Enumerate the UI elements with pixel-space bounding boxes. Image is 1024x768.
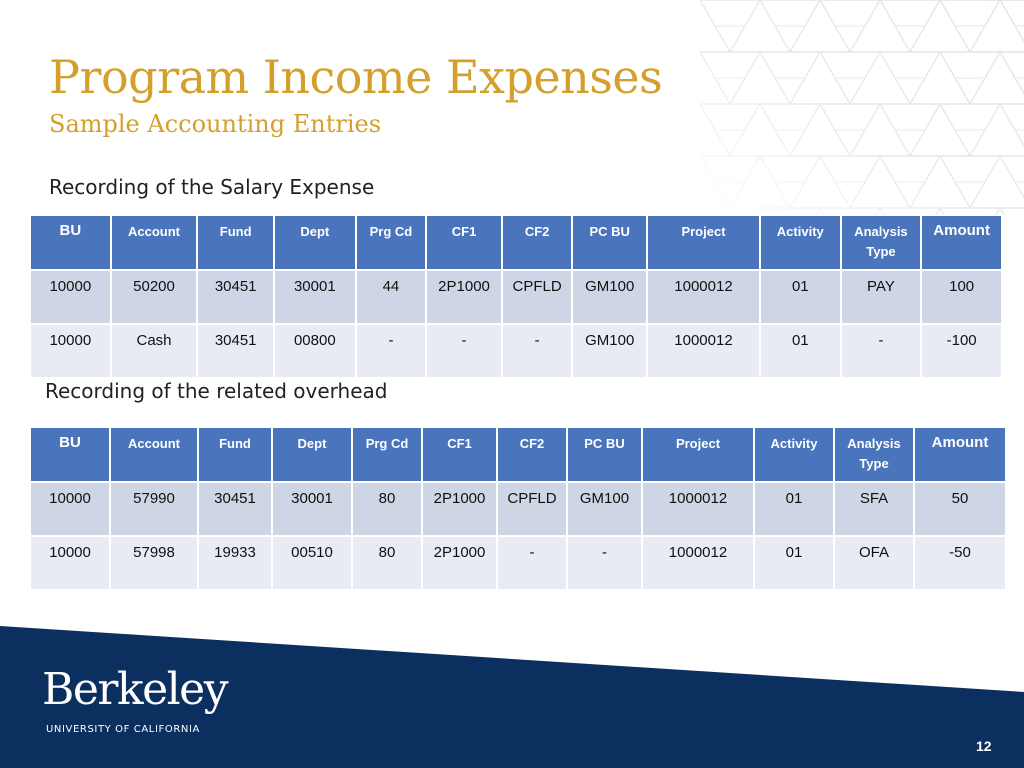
table-cell: GM100 [573, 325, 646, 377]
table-cell: GM100 [568, 483, 641, 535]
table-cell: - [357, 325, 426, 377]
table-cell: 50200 [112, 271, 197, 323]
berkeley-logo: Berkeley [42, 664, 228, 715]
table-cell: 1000012 [648, 271, 759, 323]
table-cell: 2P1000 [423, 483, 496, 535]
column-header-fund: Fund [199, 428, 271, 481]
page-title: Program Income Expenses [49, 50, 663, 104]
column-header-bu: BU [31, 428, 109, 481]
column-header-cf1: CF1 [427, 216, 501, 269]
column-header-project: Project [648, 216, 759, 269]
column-header-analysis-type: Analysis Type [835, 428, 913, 481]
table-cell: 2P1000 [423, 537, 496, 589]
column-header-cf2: CF2 [503, 216, 572, 269]
column-header-cf1: CF1 [423, 428, 496, 481]
table-cell: 01 [761, 271, 840, 323]
table-cell: -50 [915, 537, 1005, 589]
column-header-activity: Activity [761, 216, 840, 269]
column-header-bu: BU [31, 216, 110, 269]
table-cell: -100 [922, 325, 1001, 377]
table-cell: 30451 [199, 483, 271, 535]
salary-entries-table [29, 214, 1003, 379]
table-cell: OFA [835, 537, 913, 589]
table-cell: 30001 [275, 271, 355, 323]
table-cell: 00800 [275, 325, 355, 377]
table-cell: GM100 [573, 271, 646, 323]
column-header-fund: Fund [198, 216, 273, 269]
table-cell: 2P1000 [427, 271, 501, 323]
table-cell: 1000012 [643, 483, 753, 535]
university-of-california-label: UNIVERSITY OF CALIFORNIA [46, 724, 200, 735]
table-cell: 10000 [31, 537, 109, 589]
salary-section-label: Recording of the Salary Expense [49, 175, 375, 199]
page-number: 12 [976, 738, 992, 754]
column-header-prg-cd: Prg Cd [357, 216, 426, 269]
table-row [31, 537, 1005, 589]
column-header-analysis-type: Analysis Type [842, 216, 921, 269]
table-cell: CPFLD [498, 483, 566, 535]
table-cell: - [503, 325, 572, 377]
table-cell: 01 [761, 325, 840, 377]
column-header-dept: Dept [273, 428, 351, 481]
table-cell: 100 [922, 271, 1001, 323]
table-row [31, 483, 1005, 535]
table-cell: 10000 [31, 483, 109, 535]
column-header-amount: Amount [922, 216, 1001, 269]
table-cell: 30451 [198, 271, 273, 323]
table-row [31, 271, 1001, 323]
column-header-account: Account [112, 216, 197, 269]
column-header-cf2: CF2 [498, 428, 566, 481]
table-cell: 1000012 [643, 537, 753, 589]
overhead-section-label: Recording of the related overhead [45, 379, 388, 403]
table-cell: 57998 [111, 537, 197, 589]
column-header-pc-bu: PC BU [573, 216, 646, 269]
column-header-project: Project [643, 428, 753, 481]
column-header-amount: Amount [915, 428, 1005, 481]
table-cell: 57990 [111, 483, 197, 535]
column-header-pc-bu: PC BU [568, 428, 641, 481]
table-cell: Cash [112, 325, 197, 377]
table-row [31, 325, 1001, 377]
column-header-activity: Activity [755, 428, 833, 481]
table-cell: 50 [915, 483, 1005, 535]
table-cell: CPFLD [503, 271, 572, 323]
table-cell: 44 [357, 271, 426, 323]
column-header-dept: Dept [275, 216, 355, 269]
table-cell: SFA [835, 483, 913, 535]
table-cell: 80 [353, 483, 421, 535]
table-cell: 30001 [273, 483, 351, 535]
table-cell: 10000 [31, 271, 110, 323]
overhead-entries-table [29, 426, 1007, 591]
table-cell: 1000012 [648, 325, 759, 377]
page-subtitle: Sample Accounting Entries [49, 110, 382, 138]
table-cell: - [427, 325, 501, 377]
table-cell: 80 [353, 537, 421, 589]
column-header-prg-cd: Prg Cd [353, 428, 421, 481]
table-cell: 30451 [198, 325, 273, 377]
table-cell: - [498, 537, 566, 589]
table-cell: 10000 [31, 325, 110, 377]
table-cell: 19933 [199, 537, 271, 589]
table-cell: 01 [755, 483, 833, 535]
table-cell: - [842, 325, 921, 377]
column-header-account: Account [111, 428, 197, 481]
table-cell: 00510 [273, 537, 351, 589]
table-cell: - [568, 537, 641, 589]
decorative-pattern [700, 0, 1024, 215]
table-cell: PAY [842, 271, 921, 323]
table-cell: 01 [755, 537, 833, 589]
